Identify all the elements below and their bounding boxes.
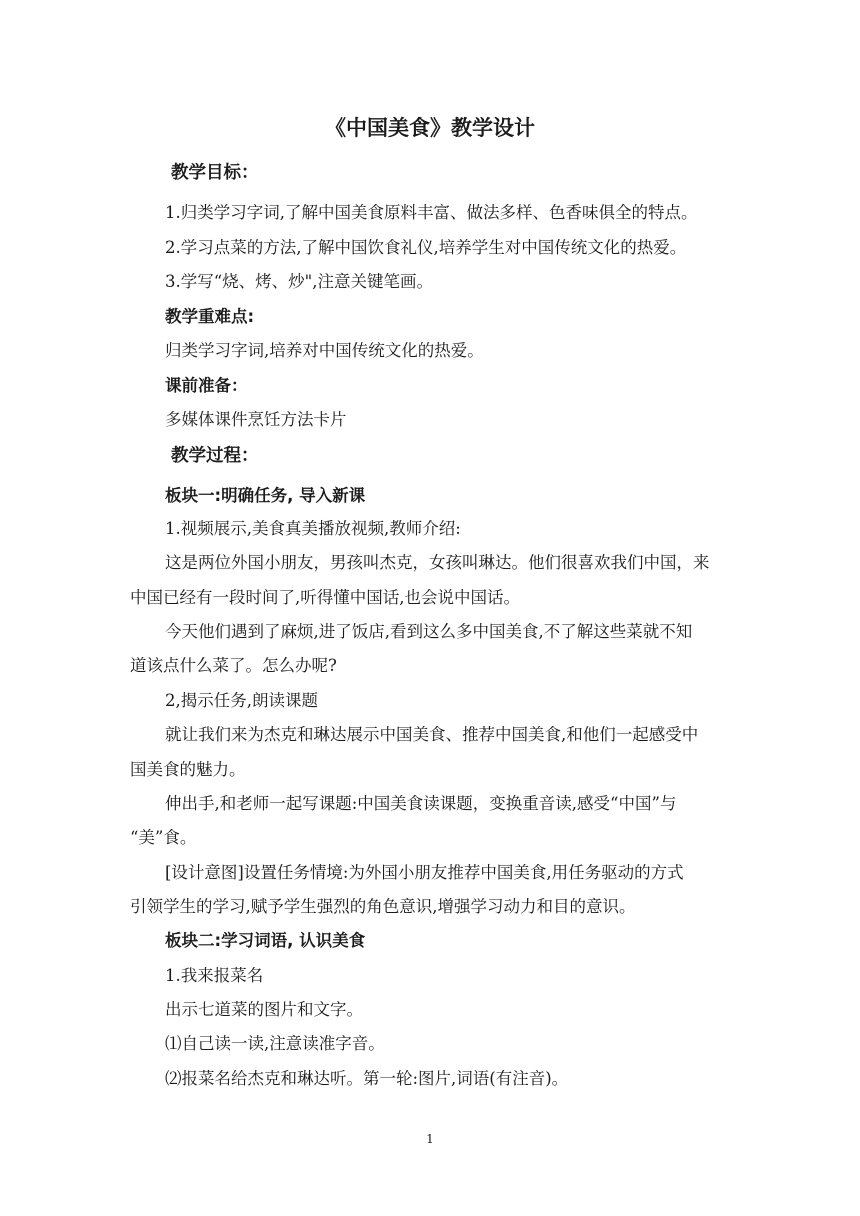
paragraph-line: 出示七道菜的图片和文字。	[165, 1000, 363, 1019]
paragraph-line: 就让我们来为杰克和琳达展示中国美食、推荐中国美食,和他们一起感受中	[165, 725, 699, 744]
objectives-heading: 教学目标：	[171, 163, 259, 183]
paragraph-line: 中国已经有一段时间了,听得懂中国话,也会说中国话。	[130, 588, 520, 607]
paragraph-line: 1.视频展示,美食真美播放视频,教师介绍:	[165, 519, 461, 538]
block1-heading: 板块一:明确任务, 导入新课	[165, 486, 366, 505]
paragraph-line: 国美食的魅力。	[130, 760, 246, 779]
paragraph-line: 引领学生的学习,赋予学生强烈的角色意识,增强学习动力和目的意识。	[130, 897, 636, 916]
paragraph-line: 今天他们遇到了麻烦,进了饭店,看到这么多中国美食,不了解这些菜就不知	[165, 622, 693, 641]
objective-item: 3.学写“烧、烤、炒",注意关键笔画。	[165, 272, 434, 291]
paragraph-line: 1.我来报菜名	[165, 966, 264, 985]
objective-item: 1.归类学习字词,了解中国美食原料丰富、做法多样、色香味俱全的特点。	[165, 203, 698, 222]
paragraph-line: 这是两位外国小朋友，男孩叫杰克，女孩叫琳达。他们很喜欢我们中国，来	[165, 553, 710, 572]
paragraph-line: 2,揭示任务,朗读课题	[165, 691, 318, 710]
key-points-heading: 教学重难点:	[165, 307, 255, 326]
paragraph-line: ⑵报菜名给杰克和琳达听。第一轮:图片,词语(有注音)。	[165, 1069, 569, 1088]
page-number: 1	[426, 1132, 434, 1146]
paragraph-line: [设计意图]设置任务情境:为外国小朋友推荐中国美食,用任务驱动的方式	[165, 863, 684, 882]
paragraph-line: 伸出手,和老师一起写课题:中国美食读课题，变换重音读,感受“中国”与	[165, 794, 677, 813]
paragraph-line: 道该点什么菜了。怎么办呢?	[130, 656, 337, 675]
block2-heading: 板块二:学习词语, 认识美食	[165, 931, 366, 950]
process-heading: 教学过程：	[171, 446, 259, 466]
key-points-text: 归类学习字词,培养对中国传统文化的热爱。	[165, 341, 484, 360]
paragraph-line: ⑴自己读一读,注意读准字音。	[165, 1034, 385, 1053]
paragraph-line: “美”食。	[130, 828, 197, 847]
preparation-heading: 课前准备：	[165, 376, 248, 395]
page-title: 《中国美食》教学设计	[325, 116, 535, 140]
objective-item: 2.学习点菜的方法,了解中国饮食礼仪,培养学生对中国传统文化的热爱。	[165, 238, 687, 257]
preparation-text: 多媒体课件烹饪方法卡片	[165, 410, 347, 429]
